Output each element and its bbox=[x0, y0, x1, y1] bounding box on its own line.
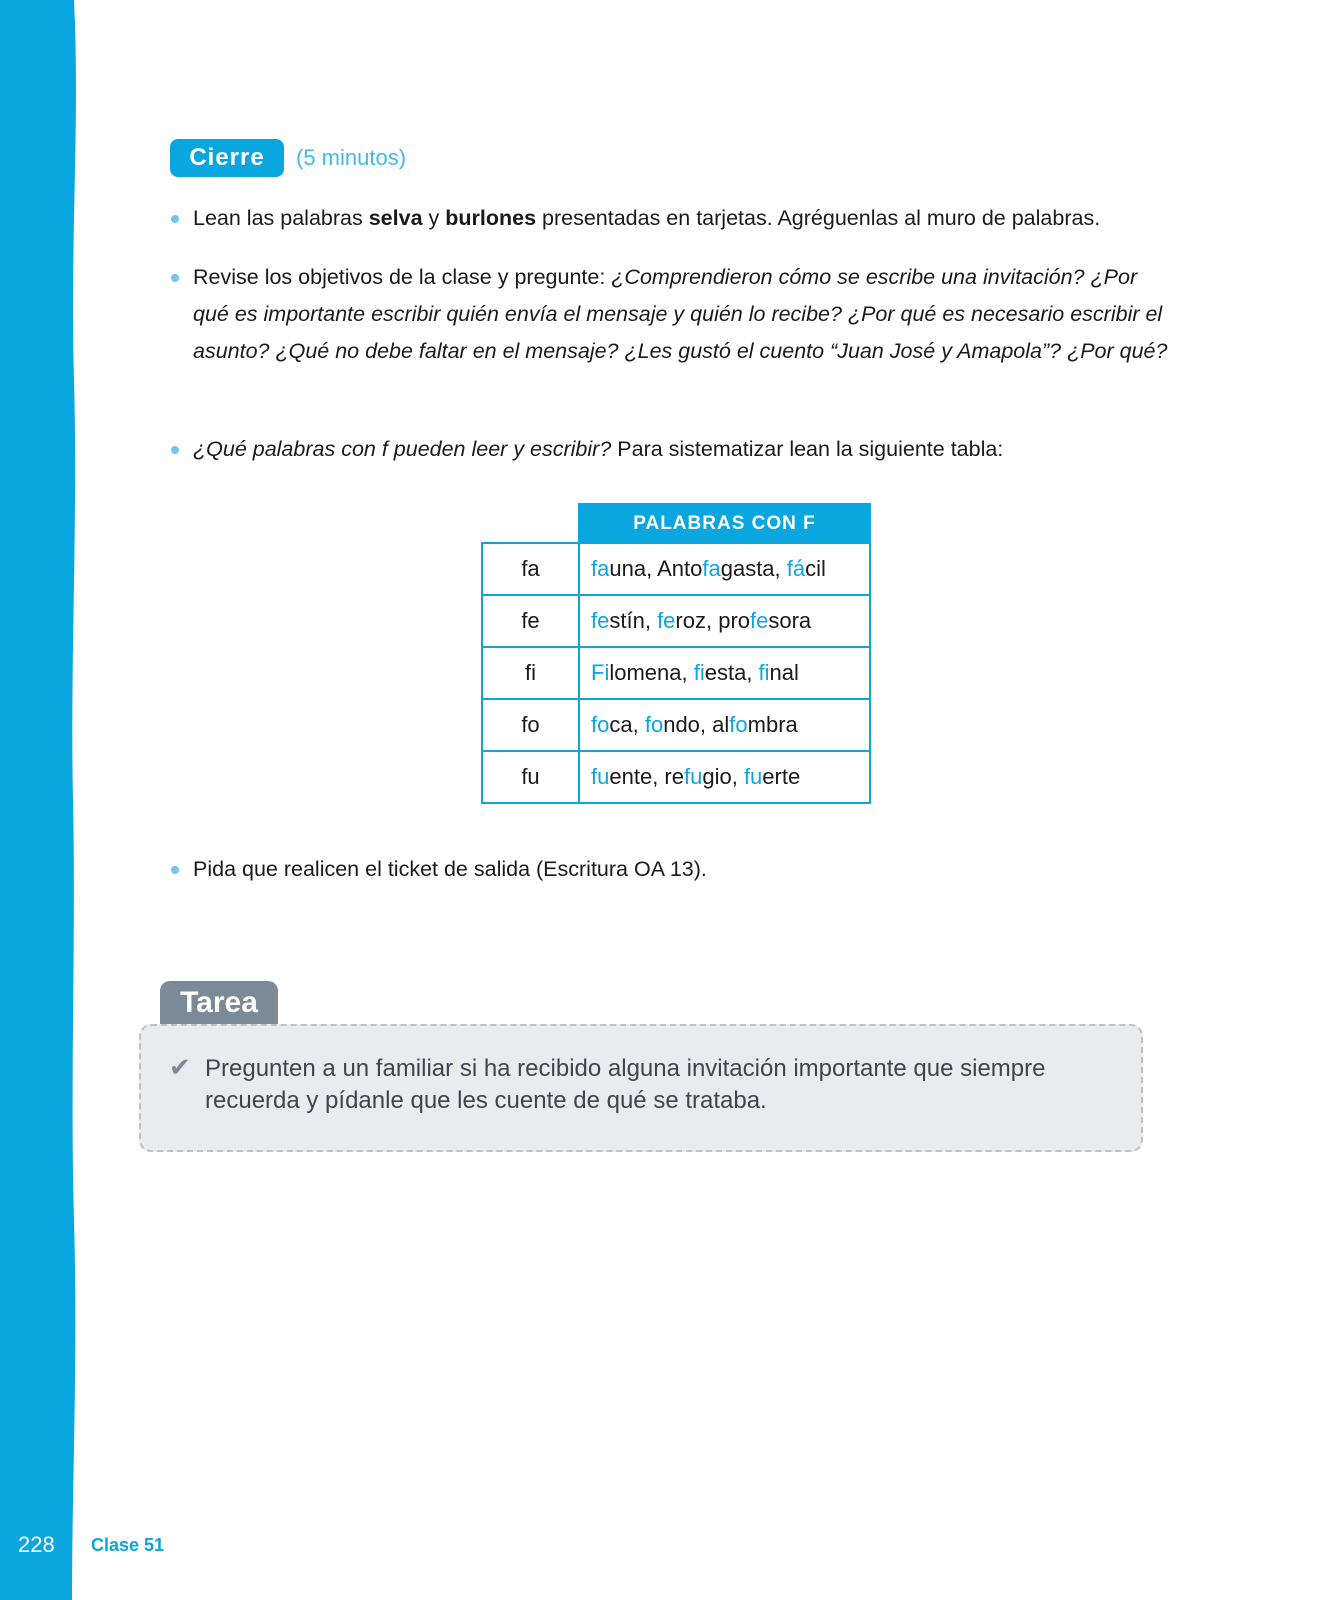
list-item: Pida que realicen el ticket de salida (Escritura OA 13). bbox=[168, 851, 1178, 888]
word-part: gio bbox=[702, 764, 732, 789]
highlighted-syllable: fe bbox=[750, 608, 769, 633]
highlighted-syllable: fo bbox=[591, 712, 610, 737]
list-item: ¿Qué palabras con f pueden leer y escribir? Para sistematizar lean la siguiente tabla: bbox=[168, 431, 1178, 468]
word-part: nal bbox=[769, 660, 799, 685]
word-part: mbra bbox=[747, 712, 798, 737]
bullet-icon bbox=[171, 274, 179, 282]
highlighted-syllable: fa bbox=[591, 556, 610, 581]
table-header: PALABRAS CON F bbox=[579, 504, 870, 543]
word-part: sora bbox=[768, 608, 812, 633]
word-part: lomena bbox=[609, 660, 682, 685]
word-part: una bbox=[609, 556, 647, 581]
words-cell: Filomena, fiesta, final bbox=[579, 647, 870, 699]
word bbox=[591, 764, 652, 789]
highlighted-syllable: fu bbox=[591, 764, 610, 789]
words-with-f-table bbox=[481, 503, 871, 804]
syllable-cell: fu bbox=[482, 751, 579, 803]
highlighted-syllable: fe bbox=[591, 608, 610, 633]
word bbox=[645, 712, 700, 737]
word bbox=[657, 608, 706, 633]
highlighted-syllable: Fi bbox=[591, 660, 610, 685]
table-row bbox=[482, 543, 870, 595]
table-row bbox=[482, 699, 870, 751]
page-number: 228 bbox=[18, 1532, 55, 1557]
syllable-cell: fe bbox=[482, 595, 579, 647]
word-part: pro bbox=[718, 608, 751, 633]
word bbox=[591, 660, 681, 685]
word bbox=[664, 764, 731, 789]
table-row bbox=[482, 751, 870, 803]
word-part: ente bbox=[609, 764, 653, 789]
word bbox=[591, 712, 633, 737]
word-part: stín bbox=[609, 608, 645, 633]
checkmark-icon: ✔ bbox=[169, 1052, 191, 1082]
word-part: al bbox=[712, 712, 730, 737]
word bbox=[591, 556, 646, 581]
list-item: Lean las palabras selva y burlones presentadas en tarjetas. Agréguenlas al muro de palabras. bbox=[168, 200, 1178, 237]
word bbox=[657, 556, 774, 581]
table-corner bbox=[482, 504, 579, 543]
highlighted-syllable: fo bbox=[644, 712, 664, 737]
word bbox=[591, 608, 645, 633]
words-cell: fauna, Antofagasta, fácil bbox=[579, 543, 870, 595]
word-part: cil bbox=[805, 556, 826, 581]
tarea-text: Pregunten a un familiar si ha recibido alguna invitación importante que siempre recuerda y pídanle que les cuente de qué se trataba. bbox=[205, 1055, 1046, 1114]
highlighted-syllable: fi bbox=[693, 660, 705, 685]
highlighted-syllable: fe bbox=[657, 608, 676, 633]
keyword: burlones bbox=[445, 206, 537, 230]
tarea-box bbox=[139, 1024, 1143, 1152]
word bbox=[744, 764, 800, 789]
list-item: Revise los objetivos de la clase y pregunte: ¿Comprendieron cómo se escribe una invitación? ¿Por qué es importante escribir quién envía el mensaje y quién lo recibe? ¿Por qué es necesario escribir el asunto? ¿Qué no debe faltar en el mensaje? ¿Les gustó el cuento “Juan José y Amapola”? ¿Por qué? bbox=[168, 259, 1178, 370]
syllable-cell: fo bbox=[482, 699, 579, 751]
bullet-icon bbox=[171, 215, 179, 223]
words-cell: fuente, refugio, fuerte bbox=[579, 751, 870, 803]
highlighted-syllable: fu bbox=[743, 764, 763, 789]
questions: ¿Comprendieron cómo se escribe una invitación? ¿Por qué es importante escribir quién envía el mensaje y quién lo recibe? ¿Por qué es necesario escribir el asunto? ¿Qué no debe faltar en el mensaje? ¿Les gustó el cuento “Juan José y Amapola”? ¿Por qué? bbox=[193, 265, 1168, 363]
syllable-cell: fi bbox=[482, 647, 579, 699]
bullet-icon bbox=[171, 446, 179, 454]
lesson-label: Clase 51 bbox=[91, 1535, 165, 1555]
word-part: erte bbox=[762, 764, 801, 789]
word-part: roz bbox=[675, 608, 706, 633]
word bbox=[694, 660, 747, 685]
highlighted-syllable: fi bbox=[758, 660, 770, 685]
side-band bbox=[0, 0, 80, 1600]
highlighted-syllable: fá bbox=[786, 556, 806, 581]
word-part: ndo bbox=[663, 712, 700, 737]
table-row bbox=[482, 647, 870, 699]
word bbox=[787, 556, 826, 581]
keyword: selva bbox=[368, 206, 423, 230]
highlighted-syllable: fu bbox=[683, 764, 703, 789]
word-part: re bbox=[664, 764, 684, 789]
words-cell: foca, fondo, alfombra bbox=[579, 699, 870, 751]
syllable-cell: fa bbox=[482, 543, 579, 595]
word-part: gasta bbox=[720, 556, 775, 581]
word-part: Anto bbox=[657, 556, 703, 581]
table-row bbox=[482, 595, 870, 647]
cierre-badge: Cierre bbox=[170, 139, 284, 177]
cierre-duration: (5 minutos) bbox=[296, 145, 407, 170]
word-part: ca bbox=[609, 712, 633, 737]
word bbox=[712, 712, 798, 737]
highlighted-syllable: fa bbox=[702, 556, 721, 581]
word-part: esta bbox=[704, 660, 747, 685]
table-body bbox=[482, 543, 870, 803]
cierre-header bbox=[170, 139, 406, 177]
bullet-icon bbox=[171, 866, 179, 874]
highlighted-syllable: fo bbox=[729, 712, 748, 737]
words-cell: festín, feroz, profesora bbox=[579, 595, 870, 647]
tarea-title: Tarea bbox=[160, 981, 278, 1025]
word bbox=[718, 608, 811, 633]
word bbox=[759, 660, 799, 685]
